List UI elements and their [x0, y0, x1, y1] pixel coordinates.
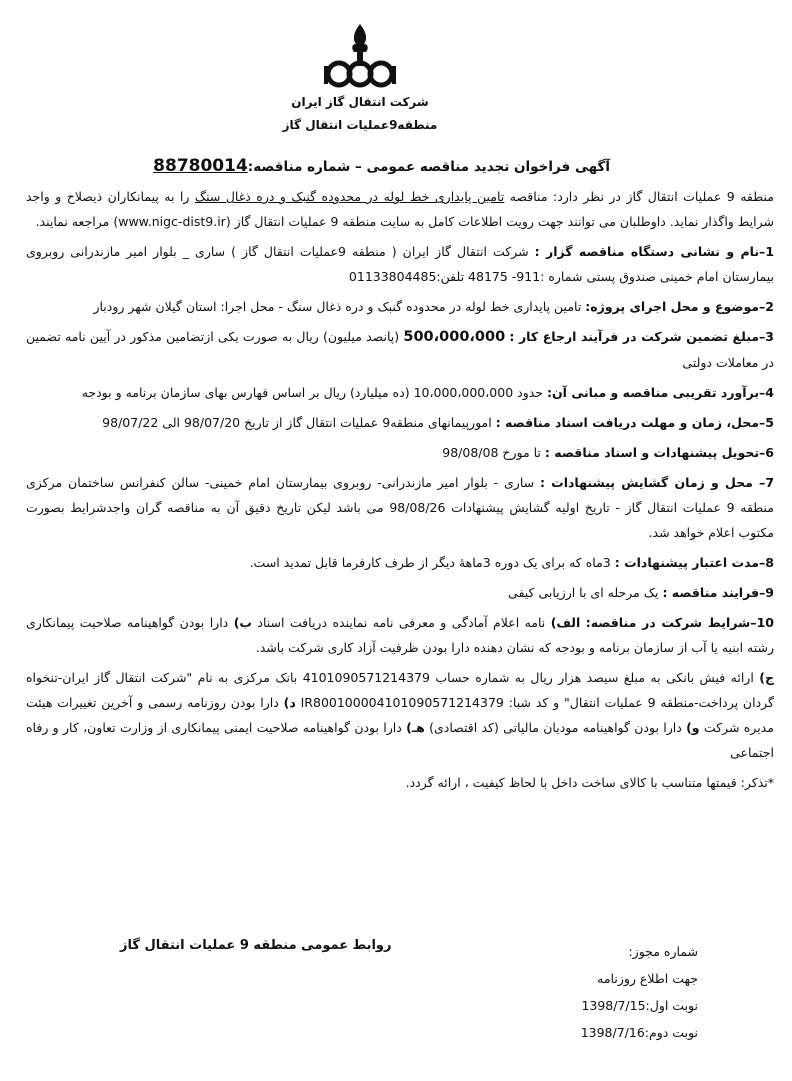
condition-d-label: د) [283, 695, 296, 710]
item-2 [26, 294, 774, 319]
region-name: منطقه9عملیات انتقال گاز [282, 118, 438, 132]
intro-text-1: منطقه 9 عملیات انتقال گاز در نظر دارد: مناقصه [509, 189, 774, 204]
item-8 [26, 550, 774, 575]
newspaper-label: جهت اطلاع روزنامه [597, 971, 698, 986]
notice-body [26, 184, 774, 800]
item-7-label: 7– محل و زمان گشایش پیشنهادات : [539, 475, 775, 490]
website-link[interactable]: www.nigc-dist9.ir [118, 214, 226, 229]
condition-c-label: ج) [759, 670, 774, 685]
condition-c-text: ارائه فیش بانکی به مبلغ سیصد هزار ریال به شماره حساب 4101090571214379 بانک مرکزی به نام "شرکت انتقال گاز ایران-تنخواه گردان پرداخت-منطقه 9 عملیات انتقال" و کد شبا: IR800100004101090571214379 [26, 670, 774, 710]
item-1-text: شرکت انتقال گاز ایران ( منطقه 9عملیات انتقال گاز ) ساری _ بلوار امیر مازندرانی روبروی بیمارستان امام خمینی صندوق پستی شماره :911- 48175 تلفن:01133804485 [26, 244, 774, 284]
gas-flame-logo [318, 22, 402, 92]
second-run-date: نوبت دوم:1398/7/16 [580, 1025, 698, 1040]
notice-title-text: آگهی فراخوان تجدید مناقصه عمومی – شماره مناقصه: [247, 159, 610, 175]
condition-e-text: دارا بودن گواهینامه مودیان مالیاتی (کد اقتصادی) [429, 720, 682, 735]
first-run-date: نوبت اول:1398/7/15 [581, 998, 698, 1013]
notice-title [153, 156, 610, 176]
item-9-text: یک مرحله ای با ارزیابی کیفی [508, 585, 659, 600]
item-4-label: 4–برآورد تقریبی مناقصه و مبانی آن: [547, 385, 774, 400]
item-2-label: 2–موضوع و محل اجرای پروژه: [585, 299, 774, 314]
item-8-label: 8–مدت اعتبار پیشنهادات : [614, 555, 774, 570]
item-3-text: (پانصد میلیون) ریال به صورت یکی ازتضامین مذکور در آیین نامه تضمین در معاملات دولتی [26, 329, 774, 370]
license-number-label: شماره مجوز: [628, 944, 698, 959]
condition-b-label: ب) [233, 615, 252, 630]
item-5-text: امورپیمانهای منطقه9 عملیات انتقال گاز از تاریخ 98/07/20 الی 98/07/22 [102, 415, 492, 430]
item-5 [26, 410, 774, 435]
intro-text-3: ) مراجعه نمایند. [35, 214, 119, 229]
condition-a-text: نامه اعلام آمادگی و معرفی نامه نماینده دریافت اسناد [257, 615, 546, 630]
tender-number: 88780014 [153, 156, 248, 176]
item-9 [26, 580, 774, 605]
item-8-text: 3ماه که برای یک دوره 3ماهۀ دیگر از طرف کارفرما قابل تمدید است. [249, 555, 611, 570]
item-3-label: 3–مبلغ تضمین شرکت در فرآیند ارجاع کار : [509, 329, 774, 344]
item-2-text: تامین پایداری خط لوله در محدوده گنبک و دره ذغال سنگ - محل اجرا: استان گیلان شهر رودبار [93, 299, 582, 314]
item-5-label: 5–محل، زمان و مهلت دریافت اسناد مناقصه : [495, 415, 774, 430]
item-1-label: 1–نام و نشانی دستگاه مناقصه گزار : [534, 244, 775, 259]
item-10 [26, 610, 774, 660]
condition-d-text: دارا بودن روزنامه رسمی و آخرین تغییرات هیئت مدیره شرکت [26, 695, 774, 735]
condition-b-text: دارا بودن گواهینامه صلاحیت پیمانکاری رشته ابنیه یا آب از سازمان برنامه و بودجه که نشان دهنده دارا بودن ظرفیت آزاد کاری شرکت باشد. [26, 615, 774, 655]
condition-f-label: هـ) [406, 720, 425, 735]
item-4-text: حدود 10،000،000،000 (ده میلیارد) ریال بر اساس فهارس بهای سازمان برنامه و بودجه [81, 385, 544, 400]
condition-f-text: دارا بودن گواهینامه صلاحیت ایمنی پیمانکاری از وزارت تعاون، کار و رفاه اجتماعی [26, 720, 774, 760]
item-6 [26, 440, 774, 465]
intro-text-2: را به پیمانکاران ذیصلاح و واجد شرایط واگذار نماید. داوطلبان می توانند جهت رویت اطلاعات کامل به سایت منطقه 9 عملیات انتقال گاز ( [26, 189, 774, 229]
note: *تذکر: قیمتها متناسب با کالای ساخت داخل با لحاظ کیفیت ، ارائه گردد. [405, 775, 774, 790]
item-3 [26, 324, 774, 375]
item-6-label: 6–تحویل پیشنهادات و اسناد مناقصه : [544, 445, 774, 460]
item-4 [26, 380, 774, 405]
intro-paragraph [26, 184, 774, 234]
publication-info [581, 938, 698, 1046]
item-9-label: 9–فرایند مناقصه : [662, 585, 774, 600]
item-1 [26, 239, 774, 289]
guarantee-amount: 500،000،000 [403, 329, 506, 345]
condition-e-label: و) [686, 720, 700, 735]
item-7 [26, 470, 774, 545]
item-10-continued [26, 665, 774, 765]
tender-subject: تامین پایداری خط لوله در محدوده گنبک و دره ذغال سنگ [194, 189, 505, 204]
item-7-text: ساری - بلوار امیر مازندرانی- روبروی بیمارستان امام خمینی- سالن کنفرانس ساختمان مرکزی منطقه 9 عملیات انتقال گاز - تاریخ اولیه گشایش پیشنهادات 98/08/26 می باشد لیکن تاریخ دقیق آن به مناقصه گران واجدشرایط بصورت مکتوب اعلام خواهد شد. [26, 475, 774, 540]
org-name: شرکت انتقال گاز ایران [291, 95, 429, 109]
item-6-text: تا مورخ 98/08/08 [442, 445, 541, 460]
item-10-label: 10–شرایط شرکت در مناقصه: [585, 615, 774, 630]
condition-a-label: الف) [550, 615, 581, 630]
public-relations-signature: روابط عمومی منطقه 9 عملیات انتقال گاز [120, 938, 392, 953]
